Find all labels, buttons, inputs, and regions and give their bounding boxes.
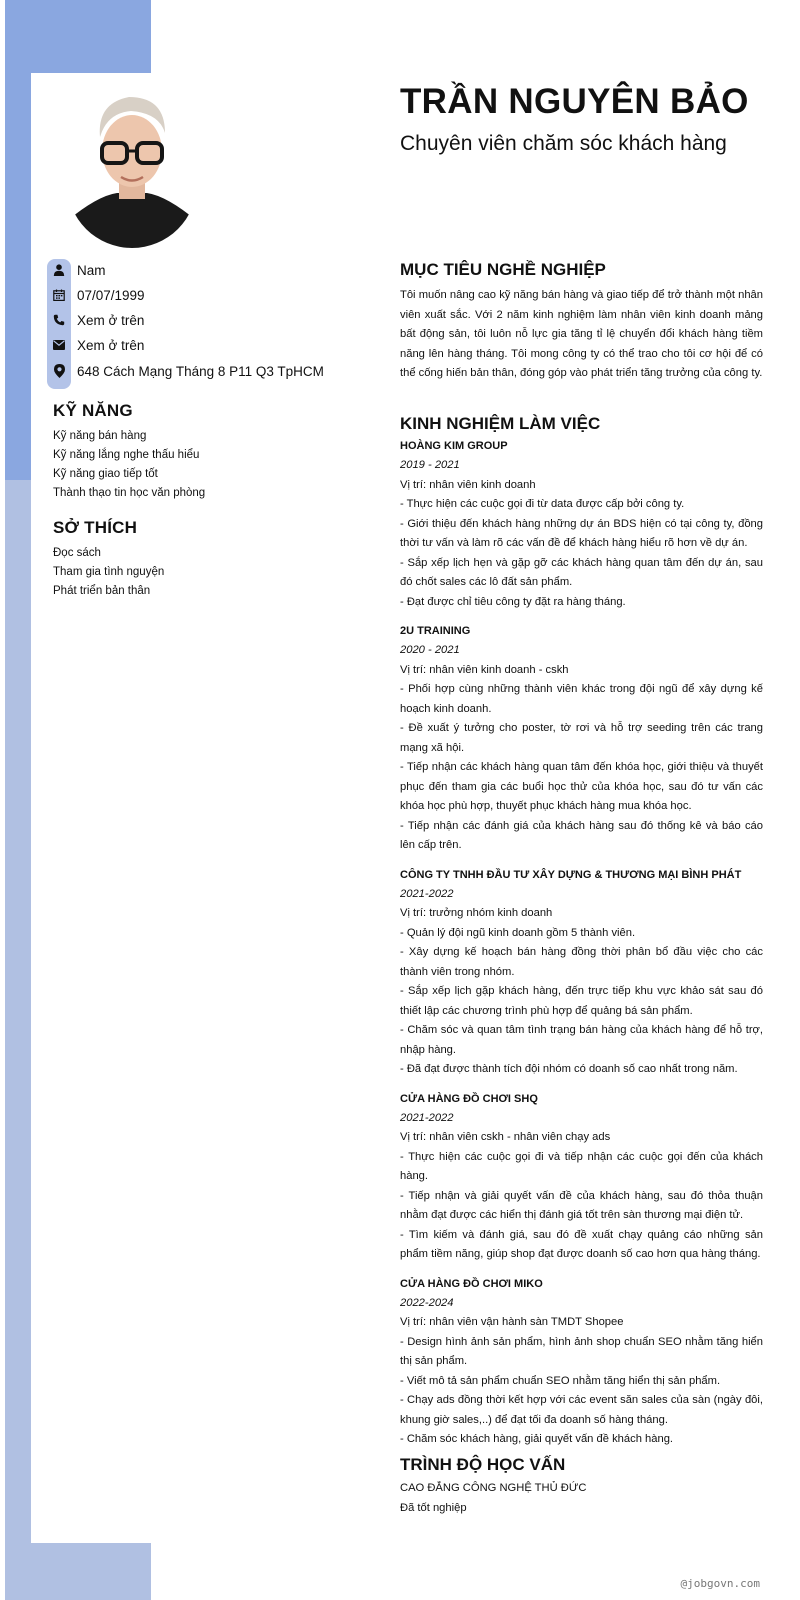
job-bullet: - Viết mô tả sản phẩm chuẩn SEO nhằm tăng hiển thị sản phẩm. [400,1374,721,1387]
job-company: HOÀNG KIM GROUP [400,440,508,452]
skills-heading: KỸ NĂNG [53,401,133,420]
job-bullet: - Quản lý đội ngũ kinh doanh gồm 5 thành viên. [400,926,636,939]
job-bullet: - Sắp xếp lịch gặp khách hàng, đến trực tiếp khu vực khảo sát sau đó thiết lập các chương trình phù hợp để quảng bá sản phẩm. [400,985,763,1017]
hobbies-list [53,544,164,601]
experience-heading: KINH NGHIỆM LÀM VIỆC [400,414,601,433]
education-section [400,1455,763,1518]
hobbies-heading: SỞ THÍCH [53,518,138,537]
candidate-title: Chuyên viên chăm sóc khách hàng [400,132,727,155]
location-pin-icon [47,364,71,378]
candidate-name: TRẦN NGUYÊN BẢO [400,82,749,121]
job-bullet: - Tiếp nhận các đánh giá của khách hàng sau đó thống kê và báo cáo lên cấp trên. [400,819,763,851]
hobby-item: Tham gia tình nguyện [53,566,165,578]
contact-email [47,334,144,356]
contact-phone-text: Xem ở trên [77,312,145,328]
hobby-item: Phát triển bản thân [53,585,151,597]
job-entry [400,866,763,1080]
education-school: CAO ĐẲNG CÔNG NGHỆ THỦ ĐỨC [400,1482,587,1494]
job-bullet: - Thực hiện các cuộc gọi đi từ data được cấp bởi công ty. [400,498,685,510]
avatar [67,81,197,248]
job-period: 2021-2022 [400,887,454,900]
objective-section [400,260,763,384]
education-heading: TRÌNH ĐỘ HỌC VẤN [400,1455,566,1474]
watermark: @jobgovn.com [680,1577,760,1590]
job-company: CÔNG TY TNHH ĐẦU TƯ XÂY DỰNG & THƯƠNG MẠI BÌNH PHÁT [400,868,742,881]
hobby-item: Đọc sách [53,547,101,559]
job-bullet: - Tìm kiếm và đánh giá, sau đó đề xuất chạy quảng cáo những sản phẩm tiềm năng, giúp shop đạt được doanh số cao hơn qua hàng tháng. [400,1228,763,1260]
skill-item: Kỹ năng bán hàng [53,430,147,442]
job-bullet: - Sắp xếp lịch hẹn và gặp gỡ các khách hàng quan tâm đến dự án, sau đó chốt sales các lô đất sản phẩm. [400,556,763,588]
job-period: 2020 - 2021 [400,644,460,656]
job-bullet: - Xây dựng kế hoạch bán hàng đồng thời phân bổ đầu việc cho các thành viên trong nhóm. [400,946,763,978]
job-entry [400,1275,763,1450]
job-company: CỬA HÀNG ĐỒ CHƠI SHQ [400,1092,538,1105]
job-bullet: - Đề xuất ý tưởng cho poster, tờ rơi và hỗ trợ seeding trên các trang mạng xã hội. [400,722,763,754]
job-period: 2019 - 2021 [400,459,460,471]
job-bullet: - Tiếp nhận và giải quyết vấn đề của khách hàng, sau đó thỏa thuận nhằm đạt được các hiển thị đánh giá tốt trên sàn thương mại điện tử. [400,1189,763,1221]
skills-list [53,427,205,503]
job-bullet: - Thực hiện các cuộc gọi đi và tiếp nhận các cuộc gọi đến của khách hàng. [400,1150,763,1182]
job-position: Vị trí: nhân viên kinh doanh - cskh [400,663,569,676]
job-bullet: - Đã đạt được thành tích đội nhóm có doanh số cao nhất trong năm. [400,1063,738,1075]
job-bullet: - Tiếp nhận các khách hàng quan tâm đến khóa học, giới thiệu và thuyết phục đến tham gia các buổi học thử của khóa học, sau đó tư vấn các khóa học phù hợp, thuyết phục khách hàng mua khóa học. [400,761,763,812]
job-bullet: - Đạt được chỉ tiêu công ty đặt ra hàng tháng. [400,595,626,608]
objective-text: Tôi muốn nâng cao kỹ năng bán hàng và giao tiếp để trở thành một nhân viên xuất sắc. Với 2 năm kinh nghiệm làm nhân viên kinh doanh mảng bất động sản, tôi luôn nỗ lực gia tăng tỉ lệ chuyển đổi khách hàng tiềm năng lên hàng tháng. Tôi mong công ty có thể trao cho tôi cơ hội để có thể cống hiến bản thân, đóng góp vào phát triển tăng trưởng của công ty. [400,289,763,379]
contact-address-text: 648 Cách Mạng Tháng 8 P11 Q3 TpHCM [77,363,324,379]
avatar-photo [67,81,197,248]
skill-item: Kỹ năng giao tiếp tốt [53,468,158,480]
job-period: 2022-2024 [400,1296,454,1309]
job-entry [400,622,763,856]
job-bullet: - Chăm sóc và quan tâm tình trạng bán hàng của khách hàng để hỗ trợ, nhập hàng. [400,1024,763,1056]
job-bullet: - Giới thiệu đến khách hàng những dự án BDS hiện có tại công ty, đồng thời tư vấn và làm rõ các vấn đề để khách hàng hiểu rõ hơn về dự án. [400,517,763,549]
education-status: Đã tốt nghiệp [400,1501,467,1514]
contact-email-text: Xem ở trên [77,337,145,353]
phone-icon [47,314,71,326]
job-company: CỬA HÀNG ĐỒ CHƠI MIKO [400,1277,543,1290]
objective-heading: MỤC TIÊU NGHỀ NGHIỆP [400,260,606,279]
job-entry [400,1090,763,1265]
contact-address [47,360,324,382]
job-bullet: - Design hình ảnh sản phẩm, hình ảnh shop chuẩn SEO nhằm tăng hiển thị sản phẩm. [400,1335,763,1367]
job-bullet: - Phối hợp cùng những thành viên khác trong đội ngũ để xây dựng kế hoạch kinh doanh. [400,683,763,715]
job-company: 2U TRAINING [400,625,471,637]
job-entry [400,437,763,612]
skill-item: Thành thạo tin học văn phòng [53,487,206,499]
job-bullet: - Chạy ads đồng thời kết hợp với các event săn sales của sàn (ngày đôi, khung giờ sales,..) để đạt tối đa doanh số hàng tháng. [400,1394,763,1426]
job-position: Vị trí: nhân viên kinh doanh [400,478,536,491]
mail-icon [47,340,71,350]
job-position: Vị trí: trưởng nhóm kinh doanh [400,907,553,919]
contact-gender-text: Nam [77,262,106,278]
contact-gender [47,259,106,281]
job-period: 2021-2022 [400,1111,454,1124]
contact-birthday [47,284,145,306]
experience-section [400,414,763,1460]
job-position: Vị trí: nhân viên cskh - nhân viên chạy ads [400,1131,611,1143]
contact-phone [47,309,144,331]
skill-item: Kỹ năng lắng nghe thấu hiểu [53,449,200,461]
person-icon [47,264,71,276]
job-bullet: - Chăm sóc khách hàng, giải quyết vấn đề khách hàng. [400,1433,674,1445]
job-position: Vị trí: nhân viên vận hành sàn TMDT Shopee [400,1316,624,1328]
contact-birthday-text: 07/07/1999 [77,287,145,303]
calendar-icon [47,289,71,301]
